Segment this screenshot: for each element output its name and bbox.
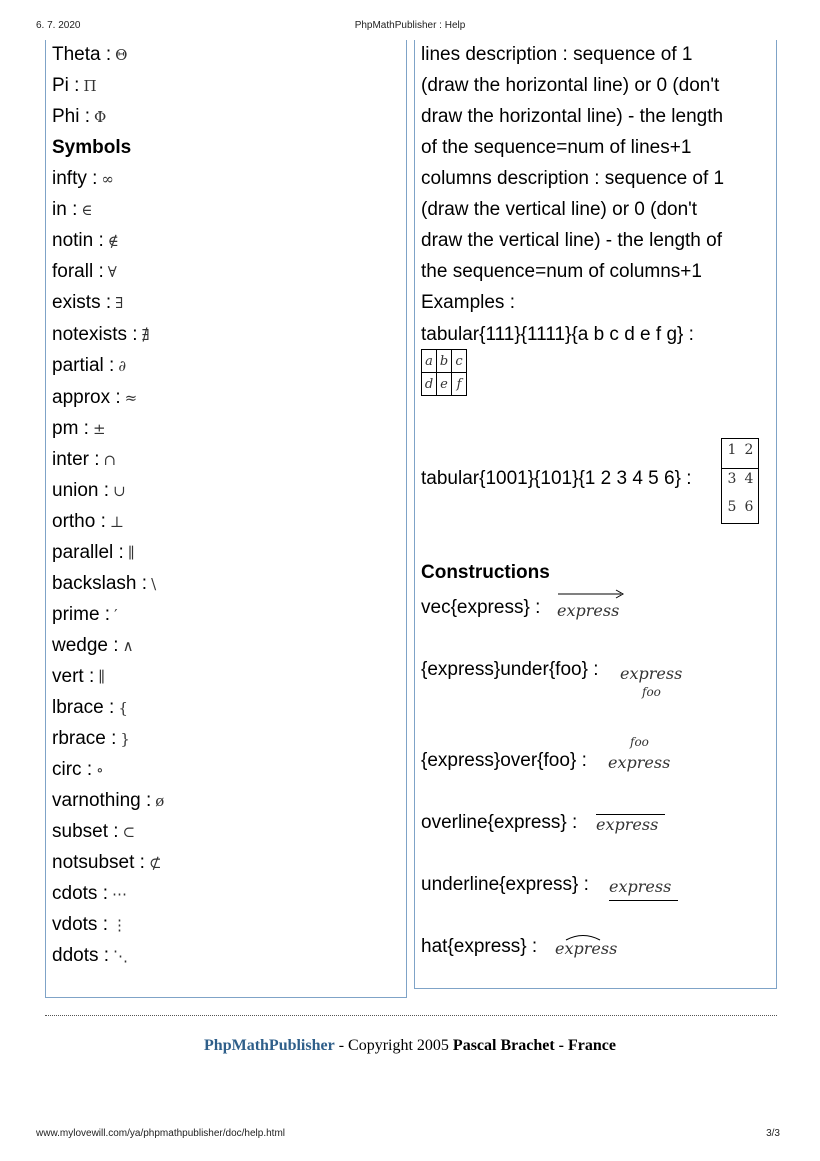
symbol-glyph: ⊥ (109, 513, 124, 531)
pi-symbol: Π (83, 77, 97, 95)
math-express: express (620, 664, 683, 683)
symbol-row: wedge : ∧ (52, 635, 134, 656)
symbol-glyph: ∃ (115, 294, 124, 312)
table-cell: 2 (744, 442, 754, 458)
symbol-glyph: ⊄ (148, 854, 162, 872)
table-cell: 4 (744, 471, 754, 487)
math-express: express (596, 815, 659, 834)
symbol-glyph: ø (155, 792, 165, 810)
math-express: express (557, 601, 620, 620)
symbol-glyph: ≈ (124, 389, 138, 407)
symbol-row: notsubset : ⊄ (52, 852, 162, 873)
under-label: {express}under{foo} : (421, 659, 599, 680)
symbol-glyph: ∪ (113, 482, 126, 500)
text-line: the sequence=num of columns+1 (421, 261, 702, 282)
symbol-glyph: ⊂ (122, 823, 136, 841)
greek-pi: Pi : Π (52, 75, 97, 96)
text-line: draw the vertical line) - the length of (421, 230, 722, 251)
phi-symbol: Φ (94, 108, 107, 126)
vec-label: vec{express} : (421, 597, 541, 618)
symbol-glyph: ′ (114, 606, 118, 624)
symbol-row: lbrace : { (52, 697, 128, 718)
underline-label: underline{express} : (421, 874, 589, 895)
symbols-column (45, 40, 407, 998)
print-page-number: 3/3 (766, 1128, 780, 1139)
symbol-row: notin : ∉ (52, 230, 119, 251)
symbol-glyph: ∞ (101, 170, 114, 188)
symbol-row: varnothing : ø (52, 790, 165, 811)
symbol-glyph: ∄ (141, 326, 150, 344)
example1-table (421, 349, 467, 396)
example2-label: tabular{1001}{101}{1 2 3 4 5 6} : (421, 468, 692, 489)
underline-bar (609, 900, 678, 901)
copyright-line (0, 1037, 820, 1055)
symbol-row: partial : ∂ (52, 355, 127, 376)
overline-label: overline{express} : (421, 812, 578, 833)
symbol-glyph: ± (92, 420, 106, 438)
print-title: PhpMathPublisher : Help (354, 20, 466, 31)
table-cell: e (437, 373, 452, 396)
examples-label: Examples : (421, 292, 515, 313)
text-line: (draw the horizontal line) or 0 (don't (421, 75, 720, 96)
theta-symbol: Θ (115, 46, 128, 64)
author-name: Pascal Brachet - France (452, 1037, 616, 1054)
hat-label: hat{express} : (421, 936, 538, 957)
symbol-glyph: ∉ (107, 232, 119, 250)
example1-label: tabular{111}{1111}{a b c d e f g} : (421, 324, 694, 345)
symbol-glyph: ∩ (103, 451, 117, 469)
math-foo: foo (630, 735, 649, 749)
vector-arrow-icon (557, 588, 625, 600)
brand-link[interactable]: PhpMathPublisher (204, 1037, 335, 1054)
symbol-row: exists : ∃ (52, 292, 124, 313)
symbol-glyph: ⋱ (113, 947, 129, 965)
table-cell: f (452, 373, 467, 396)
table-cell: 1 (727, 442, 737, 458)
symbol-row: rbrace : } (52, 728, 130, 749)
table-divider (722, 468, 758, 469)
symbol-row: backslash : \ (52, 573, 157, 594)
table-cell: a (422, 350, 437, 373)
symbol-row: circ : ∘ (52, 759, 104, 780)
symbol-row: ddots : ⋱ (52, 945, 129, 966)
text-line: draw the horizontal line) - the length (421, 106, 724, 127)
example2-table (721, 438, 759, 524)
greek-phi: Phi : Φ (52, 106, 107, 127)
symbol-glyph: { (118, 699, 128, 717)
symbol-row: in : ∈ (52, 199, 93, 220)
table-cell: 3 (727, 471, 737, 487)
constructions-heading: Constructions (421, 562, 550, 583)
symbols-heading: Symbols (52, 137, 132, 158)
table-cell: d (422, 373, 437, 396)
footer-divider (45, 1015, 777, 1016)
symbol-glyph: ∘ (96, 761, 104, 779)
over-label: {express}over{foo} : (421, 750, 587, 771)
copyright-text: - Copyright 2005 (334, 1037, 453, 1054)
symbol-row: notexists : ∄ (52, 324, 150, 345)
symbol-row: subset : ⊂ (52, 821, 136, 842)
text-line: of the sequence=num of lines+1 (421, 137, 692, 158)
symbol-row: cdots : ⋯ (52, 883, 127, 904)
symbol-glyph: ∧ (122, 637, 134, 655)
text-line: (draw the vertical line) or 0 (don't (421, 199, 698, 220)
symbol-row: ortho : ⊥ (52, 511, 124, 532)
symbol-row: prime : ′ (52, 604, 118, 625)
table-cell: 6 (744, 499, 754, 515)
print-url: www.mylovewill.com/ya/phpmathpublisher/doc/help.html (36, 1128, 285, 1139)
symbol-row: parallel : ∥ (52, 542, 135, 563)
symbol-glyph: ⋯ (111, 885, 127, 903)
text-line: columns description : sequence of 1 (421, 168, 725, 189)
math-express: express (555, 939, 618, 958)
symbol-row: vert : ∥ (52, 666, 106, 687)
symbol-row: pm : ± (52, 418, 106, 439)
symbol-glyph: } (120, 730, 130, 748)
symbol-row: vdots : ⋮ (52, 914, 127, 935)
symbol-glyph: ∈ (81, 201, 93, 219)
math-express: express (609, 877, 672, 896)
symbol-row: inter : ∩ (52, 449, 117, 470)
math-foo: foo (642, 685, 661, 699)
math-express: express (608, 753, 671, 772)
symbol-row: approx : ≈ (52, 387, 138, 408)
help-column (414, 40, 777, 989)
greek-theta: Theta : Θ (52, 44, 128, 65)
symbol-glyph: ∂ (118, 357, 127, 375)
symbol-row: infty : ∞ (52, 168, 114, 189)
symbol-glyph: ⋮ (111, 916, 127, 934)
print-date: 6. 7. 2020 (36, 20, 81, 31)
symbol-glyph: ∥ (98, 668, 106, 686)
symbol-row: forall : ∀ (52, 261, 117, 282)
table-cell: 5 (727, 499, 737, 515)
table-cell: b (437, 350, 452, 373)
text-line: lines description : sequence of 1 (421, 44, 693, 65)
symbol-glyph: \ (151, 575, 157, 593)
symbol-glyph: ∀ (107, 263, 117, 281)
symbol-row: union : ∪ (52, 480, 126, 501)
symbol-glyph: ∥ (127, 544, 135, 562)
table-cell: c (452, 350, 467, 373)
